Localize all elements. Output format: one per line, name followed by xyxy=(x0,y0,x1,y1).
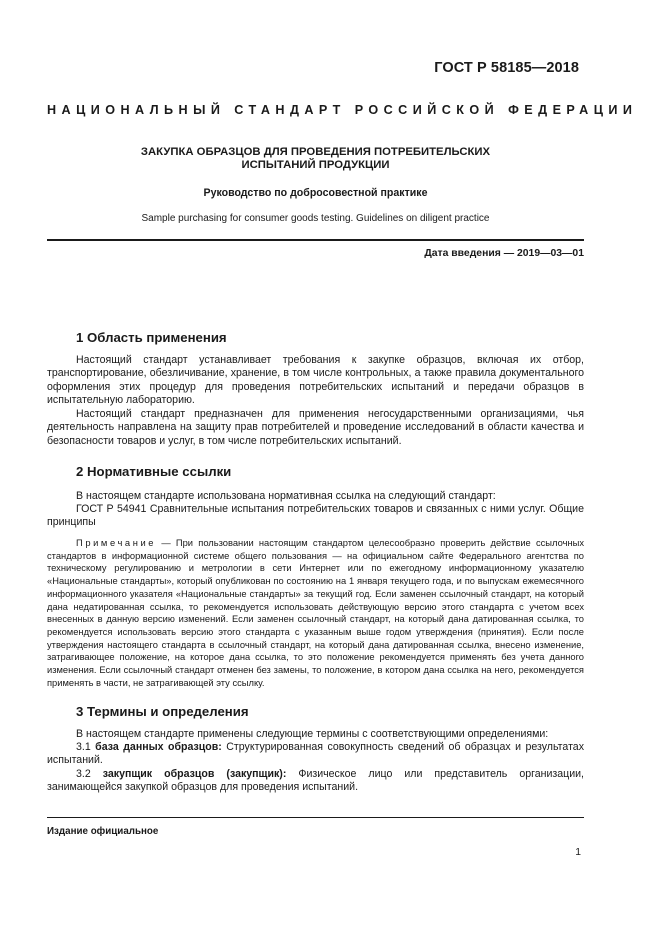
term-3-1-definition: Структурированная совокупность сведений об образцах и результатах испытаний. xyxy=(47,741,584,767)
term-3-2-number: 3.2 xyxy=(76,768,103,780)
term-3-1-term: база данных образцов: xyxy=(95,741,222,753)
section-1-paragraph-2-text: Настоящий стандарт предназначен для применения негосударственными организациями, чья деятельность направлена на защиту прав потребителей и проведение исследований в области качества и безопасности товаров и услуг, в том числе потребительских испытаний. xyxy=(47,408,584,447)
section-2-paragraph-1-text: В настоящем стандарте использована нормативная ссылка на следующий стандарт: xyxy=(76,490,496,502)
section-2-reference xyxy=(47,503,584,530)
note-text: — При пользовании настоящим стандартом целесообразно проверить действие ссылочных стандартов в информационной системе общего пользования — на официальном сайте Федерального агентства по техническому регулированию и метрологии в сети Интернет или по ежегодному информационному указателю «Национальные стандарты», который опубликован по состоянию на 1 января текущего года, и по выпускам ежемесячного информационного указателя «Национальные стандарты» за текущий год. Если заменен ссылочный стандарт, на который дана недатированная ссылка, то рекомендуется использовать действующую версию этого стандарта с учетом всех внесенных в данную версию изменений. Если заменен ссылочный стандарт, на который дана датированная ссылка, то рекомендуется использовать версию этого стандарта с указанным выше годом утверждения (принятия). Если после утверждения настоящего стандарта в ссылочный стандарт, на который дана датированная ссылка, внесено изменение, затрагивающее положение, на которое дана ссылка, то это положение рекомендуется применять без учета данного изменения. Если ссылочный стандарт отменен без замены, то положение, в котором дана ссылка на него, рекомендуется применять в части, не затрагивающей эту ссылку. xyxy=(47,538,584,688)
standard-id: ГОСТ Р 58185—2018 xyxy=(434,60,579,76)
term-3-2-definition: Физическое лицо или представитель организации, занимающейся закупкой образцов для проведения испытаний. xyxy=(47,768,584,794)
section-1-paragraph-1-text: Настоящий стандарт устанавливает требования к закупке образцов, включая их отбор, транспортирование, обезличивание, хранение, в том числе контрольных, а также правила документального оформления этих процедур для проведения потребительских испытаний и передачи образцов в испытательную лабораторию. xyxy=(47,354,584,407)
title-line-2: ИСПЫТАНИЙ ПРОДУКЦИИ xyxy=(241,159,390,171)
introduction-date: Дата введения — 2019—03—01 xyxy=(424,248,584,259)
term-3-1 xyxy=(47,741,584,768)
document-subtitle: Руководство по добросовестной практике xyxy=(203,187,428,199)
header-divider xyxy=(47,239,584,241)
term-3-2 xyxy=(47,768,584,795)
page-number: 1 xyxy=(575,847,581,858)
section-1-paragraph-1 xyxy=(47,354,584,408)
section-1-paragraph-2 xyxy=(47,408,584,448)
section-3-heading: 3 Термины и определения xyxy=(76,704,249,719)
footer-divider xyxy=(47,817,584,818)
edition-label: Издание официальное xyxy=(47,826,159,837)
section-2-note xyxy=(47,537,584,689)
section-2-heading: 2 Нормативные ссылки xyxy=(76,464,232,479)
section-3-paragraph-1-text: В настоящем стандарте применены следующие термины с соответствующими определениями: xyxy=(76,728,549,740)
english-title: Sample purchasing for consumer goods testing. Guidelines on diligent practice xyxy=(141,213,490,224)
national-standard-heading: НАЦИОНАЛЬНЫЙ СТАНДАРТ РОССИЙСКОЙ ФЕДЕРАЦИИ xyxy=(47,103,638,117)
term-3-1-number: 3.1 xyxy=(76,741,96,753)
section-2-reference-text: ГОСТ Р 54941 Сравнительные испытания потребительских товаров и связанных с ними услуг. Общие принципы xyxy=(47,503,584,529)
section-1-heading: 1 Область применения xyxy=(76,330,227,345)
section-3-paragraph-1 xyxy=(47,728,584,741)
term-3-2-term: закупщик образцов (закупщик): xyxy=(102,768,287,780)
title-line-1: ЗАКУПКА ОБРАЗЦОВ ДЛЯ ПРОВЕДЕНИЯ ПОТРЕБИТЕЛЬСКИХ xyxy=(140,146,491,158)
document-title xyxy=(47,146,584,172)
section-2-paragraph-1 xyxy=(47,490,584,503)
note-label: Примечание xyxy=(76,538,157,548)
